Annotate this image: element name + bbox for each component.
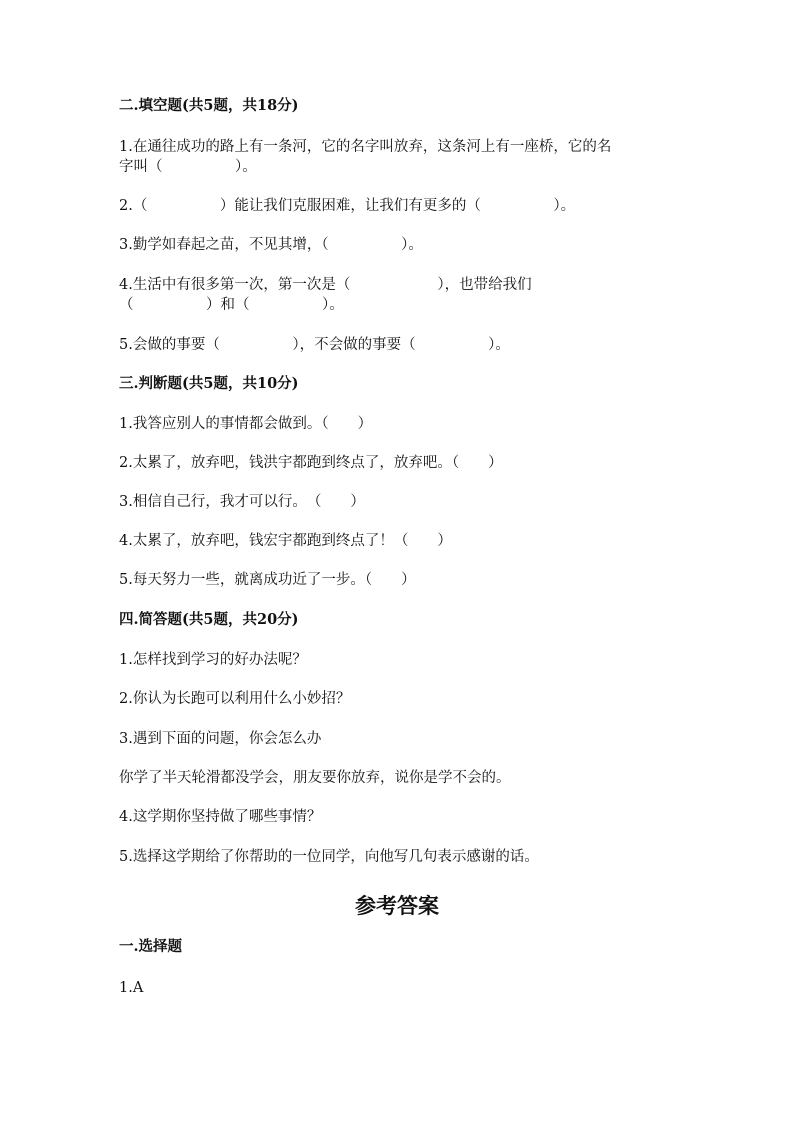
short-answer-q5: 5.选择这学期给了你帮助的一位同学，向他写几句表示感谢的话。 <box>119 849 539 865</box>
answers-item-1: 1.A <box>119 980 144 996</box>
fill-blank-q3: 3.勤学如春起之苗，不见其增，（ ）。 <box>119 237 423 253</box>
short-answer-heading: 四.简答题(共5题，共20分) <box>119 611 299 628</box>
answers-title: 参考答案 <box>355 893 439 918</box>
fill-blank-q5: 5.会做的事要（ ），不会做的事要（ ）。 <box>119 337 510 353</box>
short-answer-q3-detail: 你学了半天轮滑都没学会，朋友要你放弃，说你是学不会的。 <box>119 770 511 786</box>
true-false-q2: 2.太累了，放弃吧，钱洪宇都跑到终点了，放弃吧。（ ） <box>119 455 503 471</box>
fill-blank-q1-line1: 1.在通往成功的路上有一条河，它的名字叫放弃，这条河上有一座桥，它的名 <box>119 139 612 155</box>
fill-blank-q4-line1: 4.生活中有很多第一次，第一次是（ ），也带给我们 <box>119 277 532 293</box>
fill-blank-q4-line2: （ ）和（ ）。 <box>119 297 344 313</box>
short-answer-q2: 2.你认为长跑可以利用什么小妙招？ <box>119 691 351 707</box>
short-answer-q4: 4.这学期你坚持做了哪些事情？ <box>119 809 322 825</box>
short-answer-q1: 1.怎样找到学习的好办法呢？ <box>119 652 307 668</box>
true-false-q5: 5.每天努力一些，就离成功近了一步。（ ） <box>119 572 416 588</box>
fill-blank-heading: 二.填空题(共5题，共18分) <box>119 97 299 114</box>
true-false-heading: 三.判断题(共5题，共10分) <box>119 375 299 392</box>
true-false-q4: 4.太累了，放弃吧，钱宏宇都跑到终点了！（ ） <box>119 533 452 549</box>
short-answer-q3: 3.遇到下面的问题，你会怎么办 <box>119 731 322 747</box>
true-false-q1: 1.我答应别人的事情都会做到。（ ） <box>119 416 373 432</box>
true-false-q3: 3.相信自己行，我才可以行。 （ ） <box>119 494 365 510</box>
fill-blank-q1-line2: 字叫（ ）。 <box>119 159 257 175</box>
fill-blank-q2: 2.（ ）能让我们克服困难，让我们有更多的（ ）。 <box>119 198 576 214</box>
answers-heading: 一.选择题 <box>119 938 183 955</box>
